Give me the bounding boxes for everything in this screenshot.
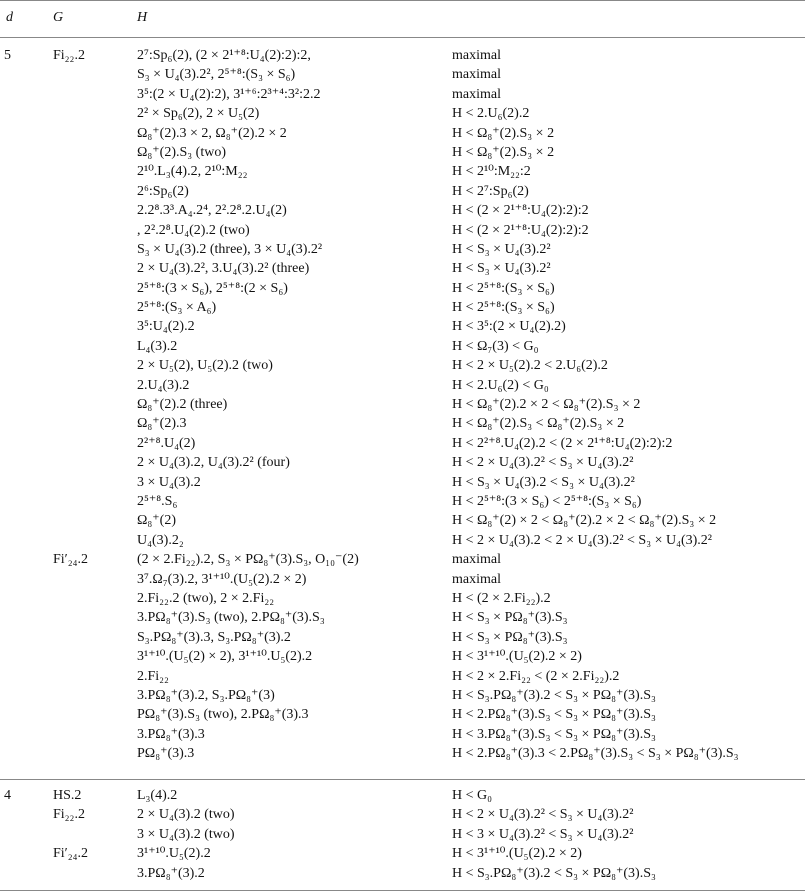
- subgroup-cell: 3.PΩ₈⁺(3).2, S₃.PΩ₈⁺(3): [137, 687, 275, 703]
- group-cell: Fi′₂₄.2: [53, 552, 88, 568]
- relation-cell: H < 2 × U₄(3).2 < 2 × U₄(3).2² < S₃ × U₄(3).2²: [452, 532, 712, 548]
- subgroup-cell: PΩ₈⁺(3).3: [137, 746, 195, 762]
- relation-cell: H < 2.U₆(2) < G₀: [452, 377, 549, 393]
- relation-cell: H < Ω₈⁺(2) × 2 < Ω₈⁺(2).2 × 2 < Ω₈⁺(2).S₃ × 2: [452, 513, 717, 529]
- relation-cell: H < 2 × U₄(3).2² < S₃ × U₄(3).2²: [452, 455, 634, 471]
- relation-cell: H < Ω₈⁺(2).S₃ < Ω₈⁺(2).S₃ × 2: [452, 416, 625, 432]
- subgroup-cell: 3⁷.Ω₇(3).2, 3¹⁺¹⁰.(U₅(2).2 × 2): [137, 571, 307, 587]
- relation-cell: H < S₃ × U₄(3).2 < S₃ × U₄(3).2²: [452, 474, 635, 490]
- relation-cell: H < S₃ × U₄(3).2²: [452, 241, 551, 257]
- subgroup-cell: 2.U₄(3).2: [137, 377, 190, 393]
- subgroup-cell: Ω₈⁺(2).S₃ (two): [137, 144, 226, 160]
- bottom-rule: [0, 890, 805, 891]
- relation-cell: H < S₃ × PΩ₈⁺(3).S₃: [452, 629, 568, 645]
- relation-cell: H < 2²⁺⁸.U₄(2).2 < (2 × 2¹⁺⁸:U₄(2):2):2: [452, 435, 673, 451]
- subgroup-cell: 3.PΩ₈⁺(3).2: [137, 865, 205, 881]
- subgroup-cell: , 2².2⁸.U₄(2).2 (two): [137, 222, 250, 238]
- relation-cell: H < 2¹⁰:M₂₂:2: [452, 164, 531, 180]
- relation-cell: maximal: [452, 552, 501, 568]
- subgroup-cell: 2⁶:Sp₆(2): [137, 183, 189, 199]
- relation-cell: H < (2 × 2¹⁺⁸:U₄(2):2):2: [452, 222, 589, 238]
- subgroup-cell: Ω₈⁺(2): [137, 513, 176, 529]
- relation-cell: H < G₀: [452, 788, 492, 803]
- subgroup-cell: 3 × U₄(3).2: [137, 474, 201, 490]
- subgroup-cell: 2 × U₅(2), U₅(2).2 (two): [137, 358, 273, 374]
- subgroup-cell: 3.PΩ₈⁺(3).3: [137, 726, 205, 742]
- relation-cell: maximal: [452, 67, 501, 83]
- relation-cell: H < 3 × U₄(3).2² < S₃ × U₄(3).2²: [452, 826, 634, 842]
- relation-cell: H < S₃.PΩ₈⁺(3).2 < S₃ × PΩ₈⁺(3).S₃: [452, 687, 656, 703]
- subgroup-cell: 2.Fi₂₂: [137, 668, 169, 684]
- subgroup-cell: 3¹⁺¹⁰.U₅(2).2: [137, 846, 211, 862]
- degree-cell: 4: [4, 788, 11, 803]
- subgroup-cell: 2 × U₄(3).2, U₄(3).2² (four): [137, 455, 290, 471]
- relation-cell: H < (2 × 2.Fi₂₂).2: [452, 590, 551, 606]
- relation-cell: H < S₃ × U₄(3).2²: [452, 261, 551, 277]
- subgroup-cell: 2⁵⁺⁸:(3 × S₆), 2⁵⁺⁸:(2 × S₆): [137, 280, 288, 296]
- header-rule: [0, 37, 805, 38]
- subgroup-cell: 2.Fi₂₂.2 (two), 2 × 2.Fi₂₂: [137, 590, 275, 606]
- relation-cell: H < 2 × 2.Fi₂₂ < (2 × 2.Fi₂₂).2: [452, 668, 620, 684]
- group-cell: Fi′₂₄.2: [53, 846, 88, 862]
- subgroup-cell: S₃ × U₄(3).2 (three), 3 × U₄(3).2²: [137, 241, 323, 257]
- subgroup-cell: S₃ × U₄(3).2², 2⁵⁺⁸:(S₃ × S₆): [137, 67, 296, 83]
- group-cell: Fi₂₂.2: [53, 48, 85, 63]
- relation-cell: H < 2.U₆(2).2: [452, 106, 530, 122]
- subgroup-cell: 2² × Sp₆(2), 2 × U₅(2): [137, 106, 260, 122]
- relation-cell: H < 2 × U₅(2).2 < 2.U₆(2).2: [452, 358, 608, 374]
- subgroup-cell: PΩ₈⁺(3).S₃ (two), 2.PΩ₈⁺(3).3: [137, 707, 309, 723]
- subgroup-cell: Ω₈⁺(2).2 (three): [137, 397, 228, 413]
- subgroup-column: [137, 46, 359, 763]
- relation-column: [452, 786, 656, 883]
- header-g: G: [53, 10, 64, 25]
- subgroup-cell: 2²⁺⁸.U₄(2): [137, 435, 196, 451]
- subgroup-cell: L₄(3).2: [137, 338, 178, 354]
- relation-cell: H < Ω₈⁺(2).S₃ × 2: [452, 144, 555, 160]
- relation-cell: H < (2 × 2¹⁺⁸:U₄(2):2):2: [452, 203, 589, 219]
- subgroup-cell: Ω₈⁺(2).3: [137, 416, 187, 432]
- group-cell: Fi₂₂.2: [53, 807, 85, 823]
- subgroup-cell: 3⁵:(2 × U₄(2):2), 3¹⁺⁶:2³⁺⁴:3²:2.2: [137, 86, 321, 102]
- relation-cell: H < 2⁵⁺⁸:(S₃ × S₆): [452, 300, 555, 316]
- subgroup-cell: 2¹⁰.L₃(4).2, 2¹⁰:M₂₂: [137, 164, 248, 180]
- subgroup-cell: 2⁵⁺⁸:(S₃ × A₆): [137, 300, 217, 316]
- subgroup-cell: L₃(4).2: [137, 788, 178, 803]
- subgroup-cell: 3 × U₄(3).2 (two): [137, 826, 235, 842]
- subgroup-cell: 2⁷:Sp₆(2), (2 × 2¹⁺⁸:U₄(2):2):2,: [137, 48, 311, 63]
- header-d: d: [6, 10, 13, 25]
- relation-cell: maximal: [452, 86, 501, 102]
- relation-cell: H < 3⁵:(2 × U₄(2).2): [452, 319, 566, 335]
- relation-cell: H < S₃.PΩ₈⁺(3).2 < S₃ × PΩ₈⁺(3).S₃: [452, 865, 656, 881]
- relation-cell: H < 3.PΩ₈⁺(3).S₃ < S₃ × PΩ₈⁺(3).S₃: [452, 726, 656, 742]
- subgroup-cell: 3.PΩ₈⁺(3).S₃ (two), 2.PΩ₈⁺(3).S₃: [137, 610, 325, 626]
- block-rule: [0, 779, 805, 780]
- subgroup-cell: 2 × U₄(3).2², 3.U₄(3).2² (three): [137, 261, 310, 277]
- relation-cell: H < 2⁵⁺⁸:(3 × S₆) < 2⁵⁺⁸:(S₃ × S₆): [452, 493, 642, 509]
- subgroup-column: [137, 786, 235, 883]
- subgroup-cell: U₄(3).2₂: [137, 532, 184, 548]
- relation-cell: H < 2 × U₄(3).2² < S₃ × U₄(3).2²: [452, 807, 634, 823]
- relation-cell: H < 2.PΩ₈⁺(3).S₃ < S₃ × PΩ₈⁺(3).S₃: [452, 707, 656, 723]
- relation-cell: H < 2⁷:Sp₆(2): [452, 183, 529, 199]
- relation-cell: H < 3¹⁺¹⁰.(U₅(2).2 × 2): [452, 846, 582, 862]
- relation-cell: H < Ω₈⁺(2).2 × 2 < Ω₈⁺(2).S₃ × 2: [452, 397, 641, 413]
- relation-cell: H < Ω₈⁺(2).S₃ × 2: [452, 125, 555, 141]
- relation-cell: H < 3¹⁺¹⁰.(U₅(2).2 × 2): [452, 649, 582, 665]
- subgroup-cell: Ω₈⁺(2).3 × 2, Ω₈⁺(2).2 × 2: [137, 125, 287, 141]
- subgroup-cell: 2.2⁸.3³.A₄.2⁴, 2².2⁸.2.U₄(2): [137, 203, 287, 219]
- relation-cell: H < S₃ × PΩ₈⁺(3).S₃: [452, 610, 568, 626]
- relation-cell: maximal: [452, 571, 501, 587]
- relation-cell: H < 2⁵⁺⁸:(S₃ × S₆): [452, 280, 555, 296]
- header-h: H: [137, 10, 148, 25]
- subgroup-cell: 2⁵⁺⁸.S₆: [137, 493, 178, 509]
- subgroup-cell: 2 × U₄(3).2 (two): [137, 807, 235, 823]
- top-rule: [0, 0, 805, 1]
- degree-cell: 5: [4, 48, 11, 63]
- subgroup-cell: 3¹⁺¹⁰.(U₅(2) × 2), 3¹⁺¹⁰.U₅(2).2: [137, 649, 313, 665]
- relation-column: [452, 46, 739, 763]
- subgroup-cell: 3⁵:U₄(2).2: [137, 319, 195, 335]
- group-cell: HS.2: [53, 788, 82, 803]
- subgroup-cell: (2 × 2.Fi₂₂).2, S₃ × PΩ₈⁺(3).S₃, O₁₀⁻(2): [137, 552, 359, 568]
- relation-cell: maximal: [452, 48, 501, 63]
- relation-cell: H < Ω₇(3) < G₀: [452, 338, 539, 354]
- subgroup-cell: S₃.PΩ₈⁺(3).3, S₃.PΩ₈⁺(3).2: [137, 629, 291, 645]
- relation-cell: H < 2.PΩ₈⁺(3).3 < 2.PΩ₈⁺(3).S₃ < S₃ × PΩ₈⁺(3).S₃: [452, 746, 739, 762]
